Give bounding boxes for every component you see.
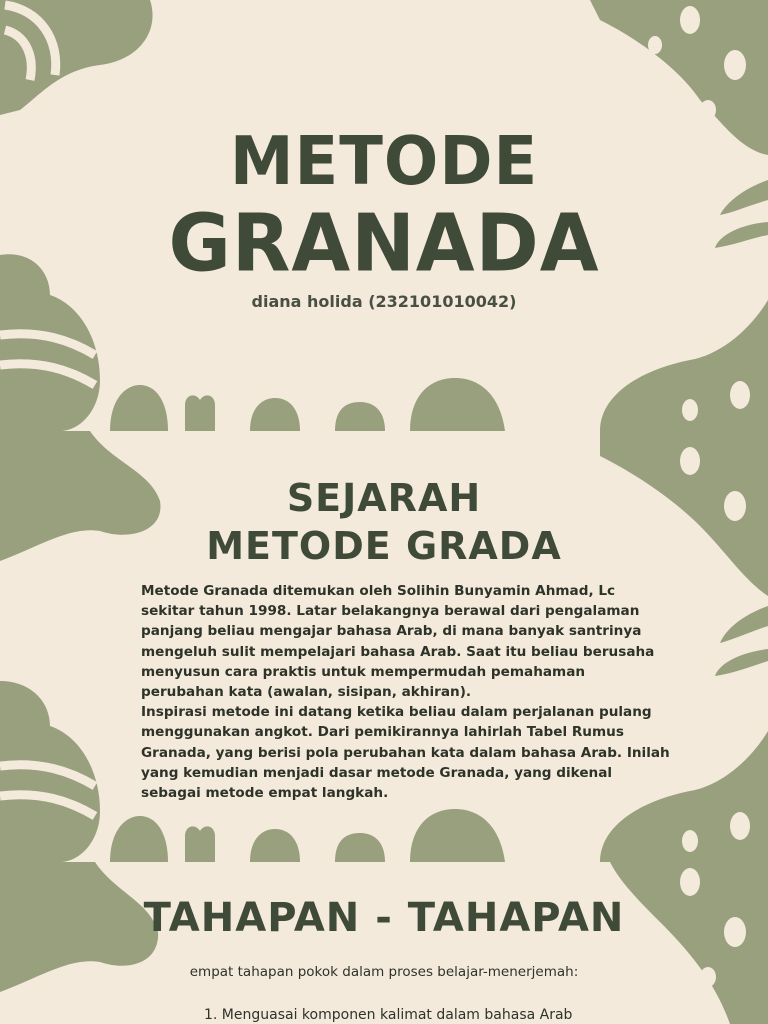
history-body [141,581,671,803]
decorative-shapes [0,862,768,1024]
stages-intro: empat tahapan pokok dalam proses belajar-menerjemah: [189,964,579,980]
slide-stages [0,862,768,1024]
title-line-1: METODE [229,123,539,201]
author-credit: diana holida (232101010042) [251,292,517,311]
history-paragraph-2: Inspirasi metode ini datang ketika beliau dalam perjalanan pulang menggunakan angkot. Dari pemikirannya lahirlah Tabel Rumus Granada, yang berisi pola perubahan kata dalam bahasa Arab. Inilah yang kemudian menjadi dasar metode Granada, yang dikenal sebagai metode empat langkah. [141,704,670,802]
history-title-line-2: METODE GRADA [206,524,562,568]
history-title-line-1: SEJARAH [286,476,482,520]
title-line-2: GRANADA [168,195,600,290]
slide-title [0,0,768,431]
stages-title: TAHAPAN - TAHAPAN [143,895,625,941]
slide-history [0,431,768,862]
stage-item-1: 1. Menguasai komponen kalimat dalam bahasa Arab [204,1007,573,1023]
history-paragraph-1: Metode Granada ditemukan oleh Solihin Bunyamin Ahmad, Lc sekitar tahun 1998. Latar belakangnya berawal dari pengalaman panjang beliau mengajar bahasa Arab, di mana banyak santrinya mengeluh sulit mempelajari bahasa Arab. Saat itu beliau berusaha menyusun cara praktis untuk mempermudah pemahaman perubahan kata (awalan, sisipan, akhiran). [141,583,655,701]
